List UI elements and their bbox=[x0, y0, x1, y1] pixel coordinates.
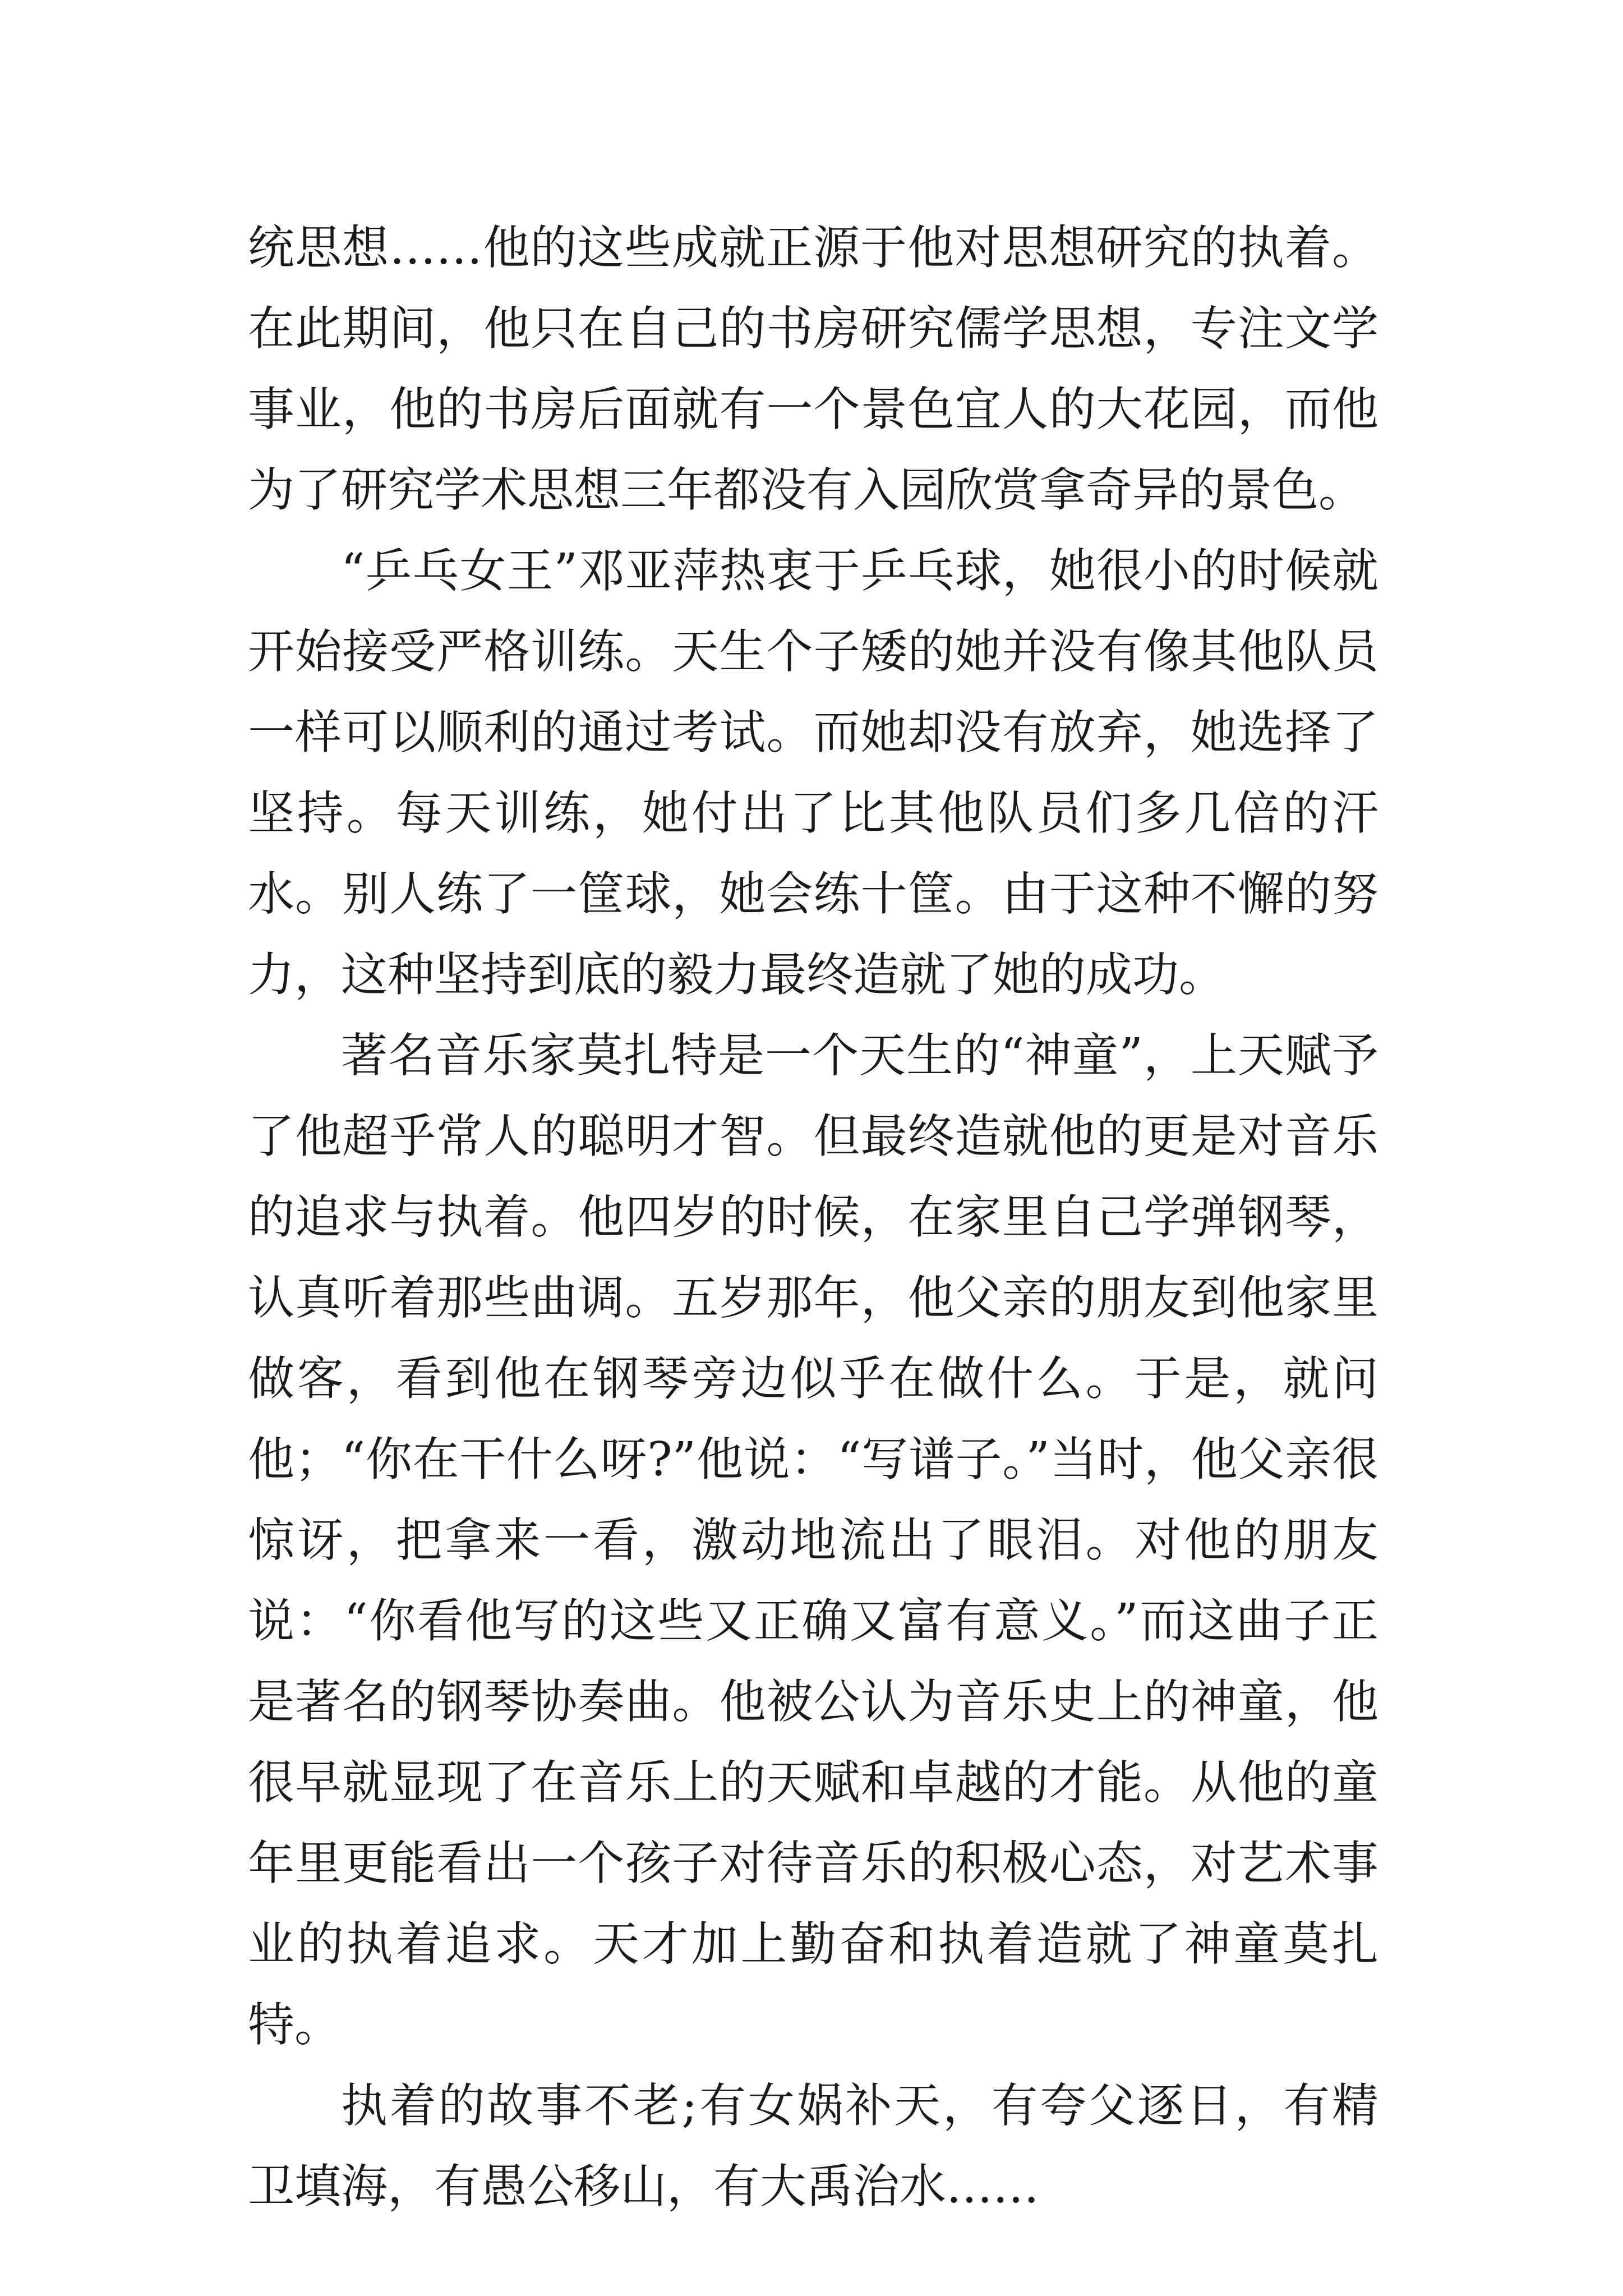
paragraph-1: 统思想……他的这些成就正源于他对思想研究的执着。在此期间，他只在自己的书房研究儒学思想，专注文学事业，他的书房后面就有一个景色宜人的大花园，而他为了研究学术思想三年都没有入园欣赏拿奇异的景色。 bbox=[248, 220, 1378, 517]
body-text bbox=[248, 208, 1378, 2227]
paragraph-3: 著名音乐家莫扎特是一个天生的“神童”，上天赋予了他超乎常人的聪明才智。但最终造就他的更是对音乐的追求与执着。他四岁的时候，在家里自己学弹钢琴，认真听着那些曲调。五岁那年，他父亲的朋友到他家里做客，看到他在钢琴旁边似乎在做什么。于是，就问他；“你在干什么呀?”他说：“写谱子。”当时，他父亲很惊讶，把拿来一看，激动地流出了眼泪。对他的朋友说：“你看他写的这些又正确又富有意义。”而这曲子正是著名的钢琴协奏曲。他被公认为音乐史上的神童，他很早就显现了在音乐上的天赋和卓越的才能。从他的童年里更能看出一个孩子对待音乐的积极心态，对艺术事业的执着追求。天才加上勤奋和执着造就了神童莫扎特。 bbox=[248, 1028, 1378, 2052]
paragraph-2: “乒乓女王”邓亚萍热衷于乒乓球，她很小的时候就开始接受严格训练。天生个子矮的她并没有像其他队员一样可以顺利的通过考试。而她却没有放弃，她选择了坚持。每天训练，她付出了比其他队员们多几倍的汗水。别人练了一筐球，她会练十筐。由于这种不懈的努力，这种坚持到底的毅力最终造就了她的成功。 bbox=[248, 544, 1378, 1002]
paragraph-4: 执着的故事不老;有女娲补天，有夸父逐日，有精卫填海，有愚公移山，有大禹治水…… bbox=[248, 2078, 1378, 2214]
